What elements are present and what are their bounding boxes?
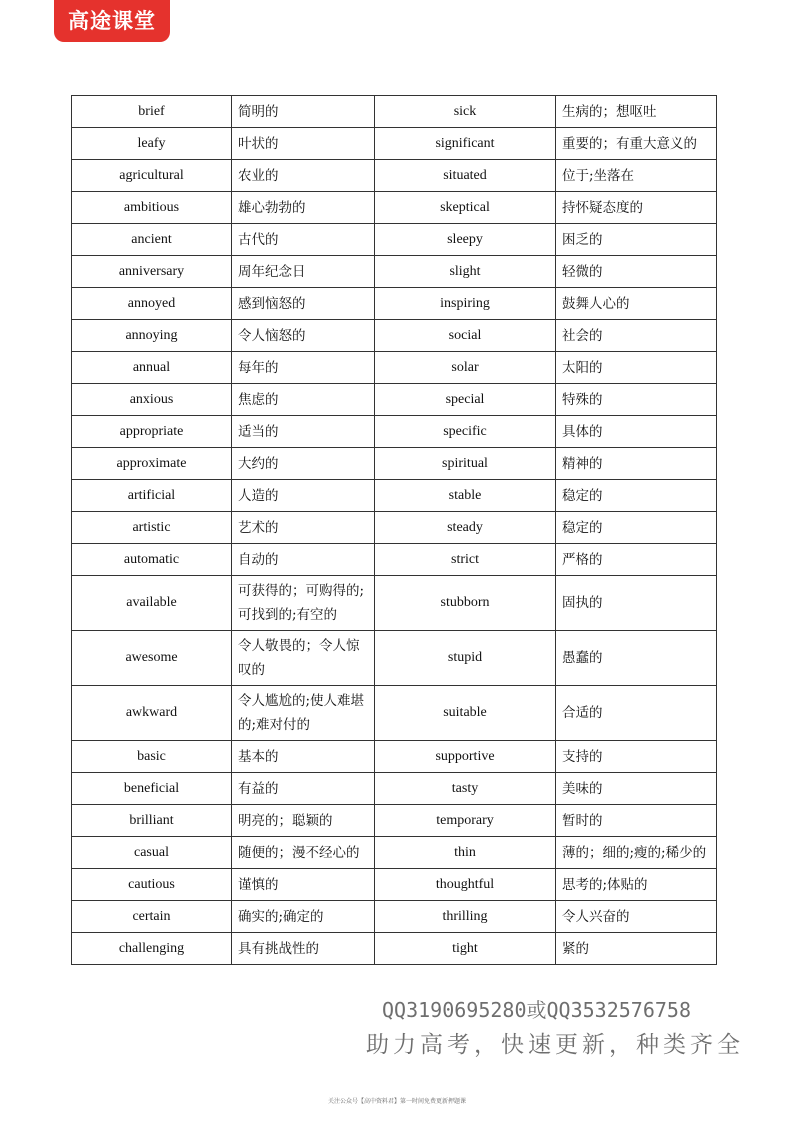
word-english: skeptical [375,192,556,224]
word-english: inspiring [375,288,556,320]
word-chinese: 农业的 [232,160,375,192]
word-english: approximate [72,448,232,480]
table-row [72,576,717,631]
word-english: thrilling [375,901,556,933]
table-row [72,160,717,192]
table-row [72,416,717,448]
brand-logo: 高途课堂 [54,0,170,42]
word-english: stubborn [375,576,556,631]
table-row [72,448,717,480]
word-english: brief [72,96,232,128]
word-chinese: 美味的 [556,773,717,805]
word-chinese: 艺术的 [232,512,375,544]
word-english: significant [375,128,556,160]
word-english: anniversary [72,256,232,288]
word-chinese: 暂时的 [556,805,717,837]
page-footer: 关注公众号【高中资料君】第一时间免费更新押题课 [327,1098,466,1105]
table-row [72,631,717,686]
word-chinese: 每年的 [232,352,375,384]
word-english: supportive [375,741,556,773]
word-chinese: 令人恼怒的 [232,320,375,352]
word-chinese: 愚蠢的 [556,631,717,686]
word-english: appropriate [72,416,232,448]
word-english: sleepy [375,224,556,256]
table-row [72,256,717,288]
table-row [72,869,717,901]
word-english: certain [72,901,232,933]
word-chinese: 焦虑的 [232,384,375,416]
word-chinese: 谨慎的 [232,869,375,901]
word-chinese: 适当的 [232,416,375,448]
word-english: ambitious [72,192,232,224]
table-row [72,96,717,128]
word-chinese: 生病的；想呕吐 [556,96,717,128]
table-row [72,512,717,544]
table-row [72,837,717,869]
word-english: suitable [375,686,556,741]
watermark-contact: QQ3190695280或QQ3532576758 [382,998,691,1022]
word-chinese: 周年纪念日 [232,256,375,288]
word-chinese: 位于;坐落在 [556,160,717,192]
word-english: slight [375,256,556,288]
word-chinese: 古代的 [232,224,375,256]
word-chinese: 思考的;体贴的 [556,869,717,901]
word-chinese: 自动的 [232,544,375,576]
word-chinese: 合适的 [556,686,717,741]
word-english: cautious [72,869,232,901]
table-row [72,352,717,384]
word-chinese: 特殊的 [556,384,717,416]
word-chinese: 人造的 [232,480,375,512]
word-chinese: 稳定的 [556,480,717,512]
word-english: tasty [375,773,556,805]
word-english: beneficial [72,773,232,805]
word-chinese: 雄心勃勃的 [232,192,375,224]
word-chinese: 随便的；漫不经心的 [232,837,375,869]
vocabulary-table [71,95,717,965]
watermark-slogan: 助力高考，快速更新，种类齐全 [366,1032,744,1058]
table-row [72,192,717,224]
table-row [72,805,717,837]
table-row [72,320,717,352]
word-english: artistic [72,512,232,544]
word-chinese: 稳定的 [556,512,717,544]
word-english: challenging [72,933,232,965]
word-english: anxious [72,384,232,416]
table-row [72,686,717,741]
word-chinese: 固执的 [556,576,717,631]
word-english: special [375,384,556,416]
table-row [72,224,717,256]
word-chinese: 有益的 [232,773,375,805]
word-english: ancient [72,224,232,256]
word-chinese: 基本的 [232,741,375,773]
word-english: casual [72,837,232,869]
word-english: artificial [72,480,232,512]
word-english: brilliant [72,805,232,837]
word-english: strict [375,544,556,576]
word-english: thin [375,837,556,869]
table-row [72,773,717,805]
word-chinese: 太阳的 [556,352,717,384]
table-row [72,544,717,576]
word-english: annoyed [72,288,232,320]
word-chinese: 困乏的 [556,224,717,256]
word-english: steady [375,512,556,544]
word-chinese: 感到恼怒的 [232,288,375,320]
word-chinese: 叶状的 [232,128,375,160]
word-chinese: 简明的 [232,96,375,128]
word-english: temporary [375,805,556,837]
word-english: available [72,576,232,631]
word-english: stable [375,480,556,512]
word-chinese: 大约的 [232,448,375,480]
word-chinese: 支持的 [556,741,717,773]
word-english: sick [375,96,556,128]
word-english: annoying [72,320,232,352]
word-chinese: 明亮的；聪颖的 [232,805,375,837]
word-english: specific [375,416,556,448]
word-chinese: 轻微的 [556,256,717,288]
word-chinese: 紧的 [556,933,717,965]
word-chinese: 薄的；细的;瘦的;稀少的 [556,837,717,869]
table-row [72,933,717,965]
word-english: thoughtful [375,869,556,901]
word-english: social [375,320,556,352]
word-english: awesome [72,631,232,686]
word-english: basic [72,741,232,773]
word-chinese: 社会的 [556,320,717,352]
word-english: annual [72,352,232,384]
word-english: situated [375,160,556,192]
table-row [72,741,717,773]
word-chinese: 具有挑战性的 [232,933,375,965]
word-english: spiritual [375,448,556,480]
table-row [72,384,717,416]
word-english: agricultural [72,160,232,192]
table-row [72,480,717,512]
word-english: solar [375,352,556,384]
word-chinese: 持怀疑态度的 [556,192,717,224]
table-row [72,128,717,160]
word-chinese: 具体的 [556,416,717,448]
word-chinese: 令人尴尬的;使人难堪的;难对付的 [232,686,375,741]
word-english: tight [375,933,556,965]
word-chinese: 鼓舞人心的 [556,288,717,320]
word-chinese: 重要的；有重大意义的 [556,128,717,160]
word-chinese: 确实的;确定的 [232,901,375,933]
word-english: stupid [375,631,556,686]
word-chinese: 严格的 [556,544,717,576]
word-english: automatic [72,544,232,576]
table-row [72,288,717,320]
word-english: leafy [72,128,232,160]
vocabulary-table-body [72,96,717,965]
table-row [72,901,717,933]
word-chinese: 令人兴奋的 [556,901,717,933]
word-chinese: 可获得的；可购得的;可找到的;有空的 [232,576,375,631]
word-chinese: 精神的 [556,448,717,480]
word-english: awkward [72,686,232,741]
word-chinese: 令人敬畏的；令人惊叹的 [232,631,375,686]
